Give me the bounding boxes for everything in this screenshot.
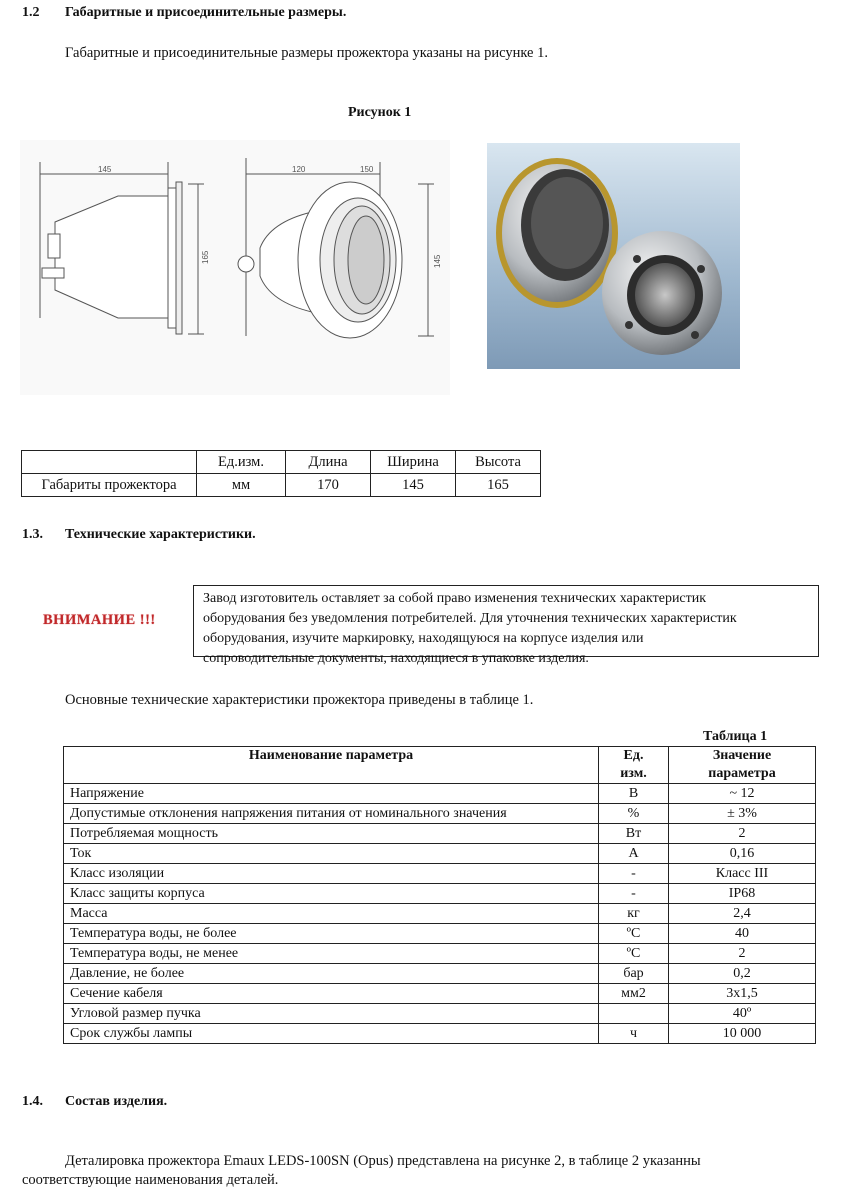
table-row [64, 984, 816, 1004]
technical-drawing [20, 140, 450, 395]
table-row [64, 804, 816, 824]
notice-line: сопроводительные документы, находящиеся в упаковке изделия. [203, 651, 589, 666]
table-cell-value: 0,2 [669, 964, 816, 984]
table-header-cell: Длина [286, 451, 371, 474]
table-row [64, 924, 816, 944]
dim-label: 165 [201, 250, 210, 264]
table-cell-value: ± 3% [669, 804, 816, 824]
dimensions-table [21, 450, 541, 497]
notice-line: Завод изготовитель оставляет за собой право изменения технических характеристик [203, 591, 707, 606]
table-cell-name: Масса [64, 904, 599, 924]
figure-caption: Рисунок 1 [348, 105, 412, 120]
table-row [64, 964, 816, 984]
table-row [64, 1024, 816, 1044]
header-name: Наименование параметра [64, 747, 599, 784]
header-unit: Ед. изм. [599, 747, 669, 784]
section-title: Габаритные и присоединительные размеры. [65, 5, 347, 20]
table-cell: 165 [456, 474, 541, 497]
table-row [64, 864, 816, 884]
table-cell-name: Напряжение [64, 784, 599, 804]
table-row [64, 884, 816, 904]
table-cell-name: Температура воды, не менее [64, 944, 599, 964]
table-cell-value: 10 000 [669, 1024, 816, 1044]
table-row [22, 474, 541, 497]
table-cell-name: Давление, не более [64, 964, 599, 984]
table-cell-unit: ºС [599, 944, 669, 964]
table-cell-value: 2,4 [669, 904, 816, 924]
table-cell: 145 [371, 474, 456, 497]
table-cell-unit: % [599, 804, 669, 824]
table-cell-value: 0,16 [669, 844, 816, 864]
table-row [64, 824, 816, 844]
table-cell-unit: Вт [599, 824, 669, 844]
table-row [22, 451, 541, 474]
dim-label: 150 [360, 165, 374, 174]
table-cell-unit: В [599, 784, 669, 804]
table-row [64, 784, 816, 804]
table-cell-value: 2 [669, 944, 816, 964]
dim-label: 120 [292, 165, 306, 174]
table-cell-name: Угловой размер пучка [64, 1004, 599, 1024]
table-cell-unit: бар [599, 964, 669, 984]
notice-line: оборудования, изучите маркировку, находящуюся на корпусе изделия или [203, 631, 644, 646]
section-number: 1.3. [22, 527, 43, 542]
warning-label: ВНИМАНИЕ !!! [43, 612, 156, 628]
notice-line: оборудования без уведомления потребителей. Для уточнения технических характеристик [203, 611, 737, 626]
section-title: Состав изделия. [65, 1094, 168, 1109]
table-cell-name: Класс изоляции [64, 864, 599, 884]
table-cell-unit: - [599, 884, 669, 904]
table-cell-name: Класс защиты корпуса [64, 884, 599, 904]
section-paragraph: Основные технические характеристики прожектора приведены в таблице 1. [65, 692, 534, 708]
table-cell-value: Класс III [669, 864, 816, 884]
dim-label: 145 [433, 254, 442, 268]
table-cell-unit: - [599, 864, 669, 884]
table-row [64, 1004, 816, 1024]
table-cell-value: 3х1,5 [669, 984, 816, 1004]
table-cell-unit: мм2 [599, 984, 669, 1004]
table-cell-value: 2 [669, 824, 816, 844]
product-photo [487, 143, 740, 369]
table-cell-unit: А [599, 844, 669, 864]
table-cell: 170 [286, 474, 371, 497]
table-cell-name: Сечение кабеля [64, 984, 599, 1004]
section-number: 1.2 [22, 5, 40, 20]
table-cell-name: Потребляемая мощность [64, 824, 599, 844]
section-paragraph: соответствующие наименования деталей. [22, 1172, 279, 1188]
section-number: 1.4. [22, 1094, 43, 1109]
table-header-cell: Ед.изм. [197, 451, 286, 474]
table-cell: мм [197, 474, 286, 497]
table-row [64, 844, 816, 864]
tech-specs-table [63, 746, 816, 1044]
table-header-cell: Высота [456, 451, 541, 474]
dim-label: 145 [98, 165, 112, 174]
table-row [64, 904, 816, 924]
table-row [64, 944, 816, 964]
table-caption: Таблица 1 [703, 729, 768, 744]
table-cell-value: 40º [669, 1004, 816, 1024]
section-paragraph: Деталировка прожектора Emaux LEDS-100SN (Opus) представлена на рисунке 2, в таблице 2 указанны [65, 1153, 701, 1169]
table-cell-name: Допустимые отклонения напряжения питания от номинального значения [64, 804, 599, 824]
table-cell-value: 40 [669, 924, 816, 944]
table-cell-unit [599, 1004, 669, 1024]
table-cell-value: IP68 [669, 884, 816, 904]
table-header-cell: Ширина [371, 451, 456, 474]
notice-box [193, 585, 819, 666]
table-cell: Габариты прожектора [22, 474, 197, 497]
header-value: Значение параметра [669, 747, 816, 784]
table-cell-name: Температура воды, не более [64, 924, 599, 944]
table-header-row [64, 747, 816, 784]
table-cell-value: ~ 12 [669, 784, 816, 804]
table-cell [22, 451, 197, 474]
section-paragraph: Габаритные и присоединительные размеры прожектора указаны на рисунке 1. [65, 45, 548, 61]
table-cell-unit: ч [599, 1024, 669, 1044]
table-cell-name: Ток [64, 844, 599, 864]
table-cell-unit: кг [599, 904, 669, 924]
table-cell-unit: ºС [599, 924, 669, 944]
table-cell-name: Срок службы лампы [64, 1024, 599, 1044]
section-title: Технические характеристики. [65, 527, 256, 542]
